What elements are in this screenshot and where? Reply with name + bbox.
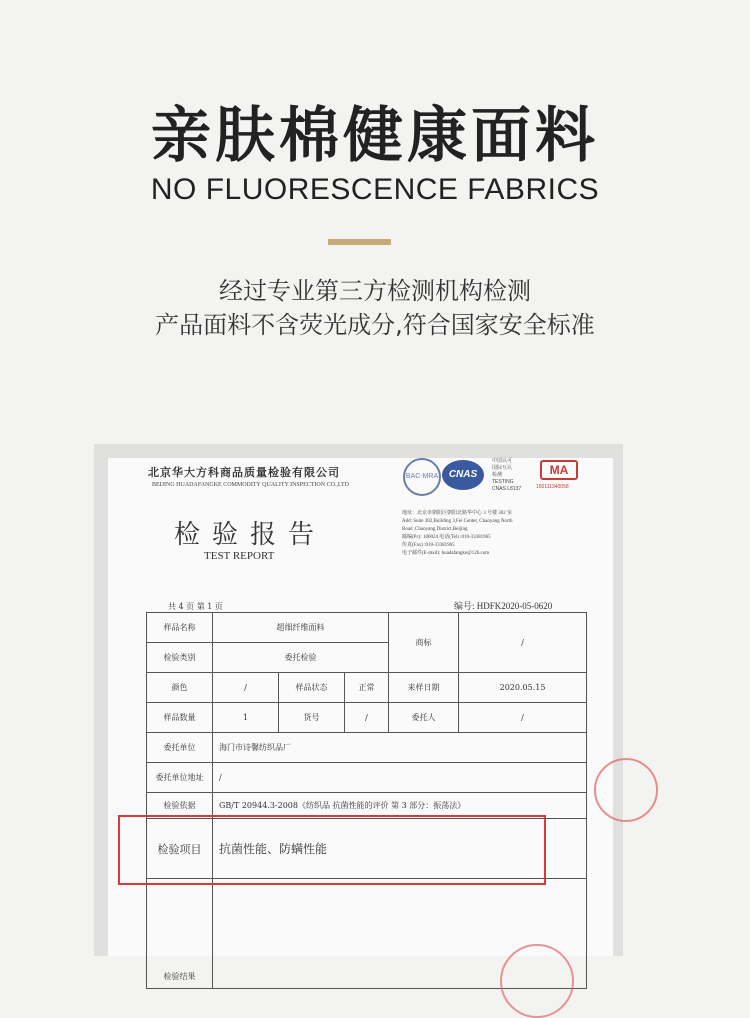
cell-label: 委托单位 [147,733,213,763]
cell-label: 颜色 [147,673,213,703]
gold-divider [328,239,391,245]
cell-label: 检验依据 [147,793,213,819]
report-title-cn: 检验报告 [174,520,327,550]
cell-value: 超细纤维面料 [213,613,389,643]
cell-label: 来样日期 [389,673,459,703]
cell-value: / [345,703,389,733]
page-count: 共 4 页 第 1 页 [168,602,223,611]
red-seal-stamp [594,758,658,822]
cma-number: 150111340058 [536,484,569,490]
cell-label: 检验项目 [147,819,213,879]
report-table [146,612,587,989]
report-title-en: TEST REPORT [204,550,275,562]
cell-value: / [459,703,587,733]
report-company-en: BEIJING HUADAFANGKE COMMODITY QUALITY INSPECTION CO.,LTD [152,482,350,488]
page-title-en: NO FLUORESCENCE FABRICS [150,173,600,206]
cell-value: 2020.05.15 [459,673,587,703]
cell-label: 检验类别 [147,643,213,673]
cma-logo-icon: MA [540,460,578,480]
cell-value: GB/T 20944.3-2008《纺织品 抗菌性能的评价 第 3 部分：振荡法》 [213,793,587,819]
cell-label: 检验结果 [147,879,213,989]
report-address: 地址：北京市朝阳区朝阳北路华中心 3 号楼 302 室 Add: Suite 302,Building 3,Fei Center, Chaoyang North Road ,Chaoyang District,Beijing 邮编(Pc): 100024 电话(Tel) :010-33381965 传真(Fax) :010-33381965 电子邮件(E-mail): huadafangke@126.com [402,511,513,556]
cell-label: 样品状态 [279,673,345,703]
cell-value: 抗菌性能、防螨性能 [213,819,587,879]
cell-label: 委托人 [389,703,459,733]
cell-label: 样品数量 [147,703,213,733]
cnas-text: 中国认可 国际互认 检测 TESTING CNAS L8137 [492,458,522,492]
page-title-cn: 亲肤棉健康面料 [151,101,599,171]
subtitle-line-1: 经过专业第三方检测机构检测 [219,277,531,305]
red-seal-stamp [500,944,574,1018]
highlight-box [118,815,546,885]
subtitle-line-2: 产品面料不含荧光成分,符合国家安全标准 [155,311,595,339]
cell-label: 样品名称 [147,613,213,643]
accreditation-logo-icon: BAC-MRA [403,458,441,496]
cell-value: / [213,763,587,793]
cell-value: 海门市诗馨纺织品厂 [213,733,587,763]
report-number: 编号: HDFK2020-05-0620 [454,601,553,611]
cnas-logo-icon: CNAS [442,460,484,490]
cell-label: 商标 [389,613,459,673]
cell-value: 委托检验 [213,643,389,673]
cell-label: 委托单位地址 [147,763,213,793]
cell-label: 货号 [279,703,345,733]
cell-value: / [213,673,279,703]
report-company-cn: 北京华大方科商品质量检验有限公司 [148,466,340,479]
cell-value: 1 [213,703,279,733]
cell-value: / [459,613,587,673]
cell-value: 正常 [345,673,389,703]
